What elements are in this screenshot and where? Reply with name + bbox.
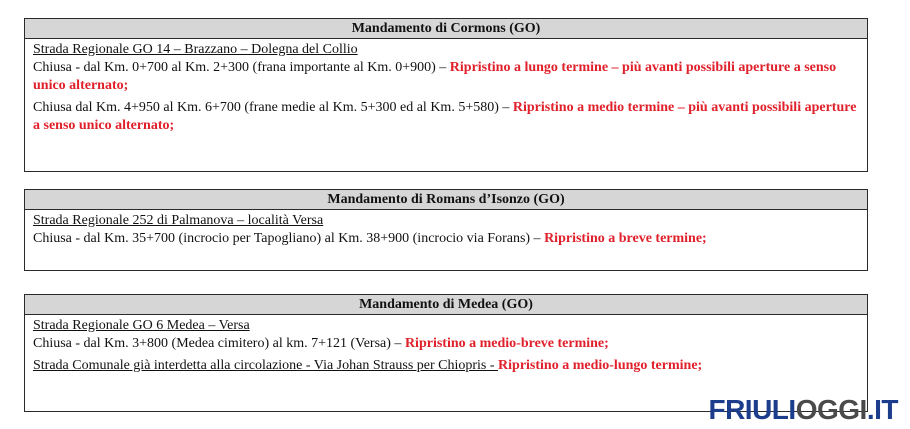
section-header: Mandamento di Romans d’Isonzo (GO): [25, 190, 867, 210]
section-romans: [24, 189, 868, 271]
section-body: [25, 39, 867, 141]
section-header: Mandamento di Cormons (GO): [25, 19, 867, 39]
section-body: [25, 315, 867, 381]
road-name: Strada Comunale già interdetta alla circolazione - Via Johan Strauss per Chiopris -: [33, 358, 499, 373]
restoration-status: Ripristino a medio-breve termine;: [404, 336, 609, 351]
closure-entry: [33, 357, 859, 375]
logo-part-oggi: OGGI: [795, 394, 867, 425]
logo-part-friuli: FRIULI: [708, 394, 796, 425]
closure-entry: [33, 59, 859, 95]
restoration-status: Ripristino a breve termine;: [544, 231, 707, 246]
section-cormons: [24, 18, 868, 172]
road-name: Strada Regionale 252 di Palmanova – località Versa: [33, 213, 324, 228]
logo-part-it: .IT: [866, 394, 898, 425]
closure-text: Chiusa - dal Km. 0+700 al Km. 2+300 (frana importante al Km. 0+900) –: [33, 60, 450, 75]
closure-text: Chiusa dal Km. 4+950 al Km. 6+700 (frane medie al Km. 5+300 ed al Km. 5+580) –: [33, 100, 513, 115]
section-body: [25, 210, 867, 254]
closure-text: Chiusa - dal Km. 3+800 (Medea cimitero) al km. 7+121 (Versa) –: [33, 336, 405, 351]
section-header: Mandamento di Medea (GO): [25, 295, 867, 315]
restoration-status: Ripristino a medio-lungo termine;: [498, 358, 703, 373]
road-name: Strada Regionale GO 14 – Brazzano – Dolegna del Collio: [33, 42, 358, 57]
closure-entry: [33, 230, 859, 248]
restoration-status: Ripristino a medio termine – più avanti possibili aperture a senso unico alternato;: [33, 100, 857, 133]
friulioggi-logo: [708, 395, 898, 425]
closure-entry: [33, 99, 859, 135]
restoration-status: Ripristino a lungo termine – più avanti possibili aperture a senso unico alternato;: [33, 60, 837, 93]
closure-text: Chiusa - dal Km. 35+700 (incrocio per Tapogliano) al Km. 38+900 (incrocio via Forans) –: [33, 231, 545, 246]
closure-entry: [33, 335, 859, 353]
road-name: Strada Regionale GO 6 Medea – Versa: [33, 318, 250, 333]
